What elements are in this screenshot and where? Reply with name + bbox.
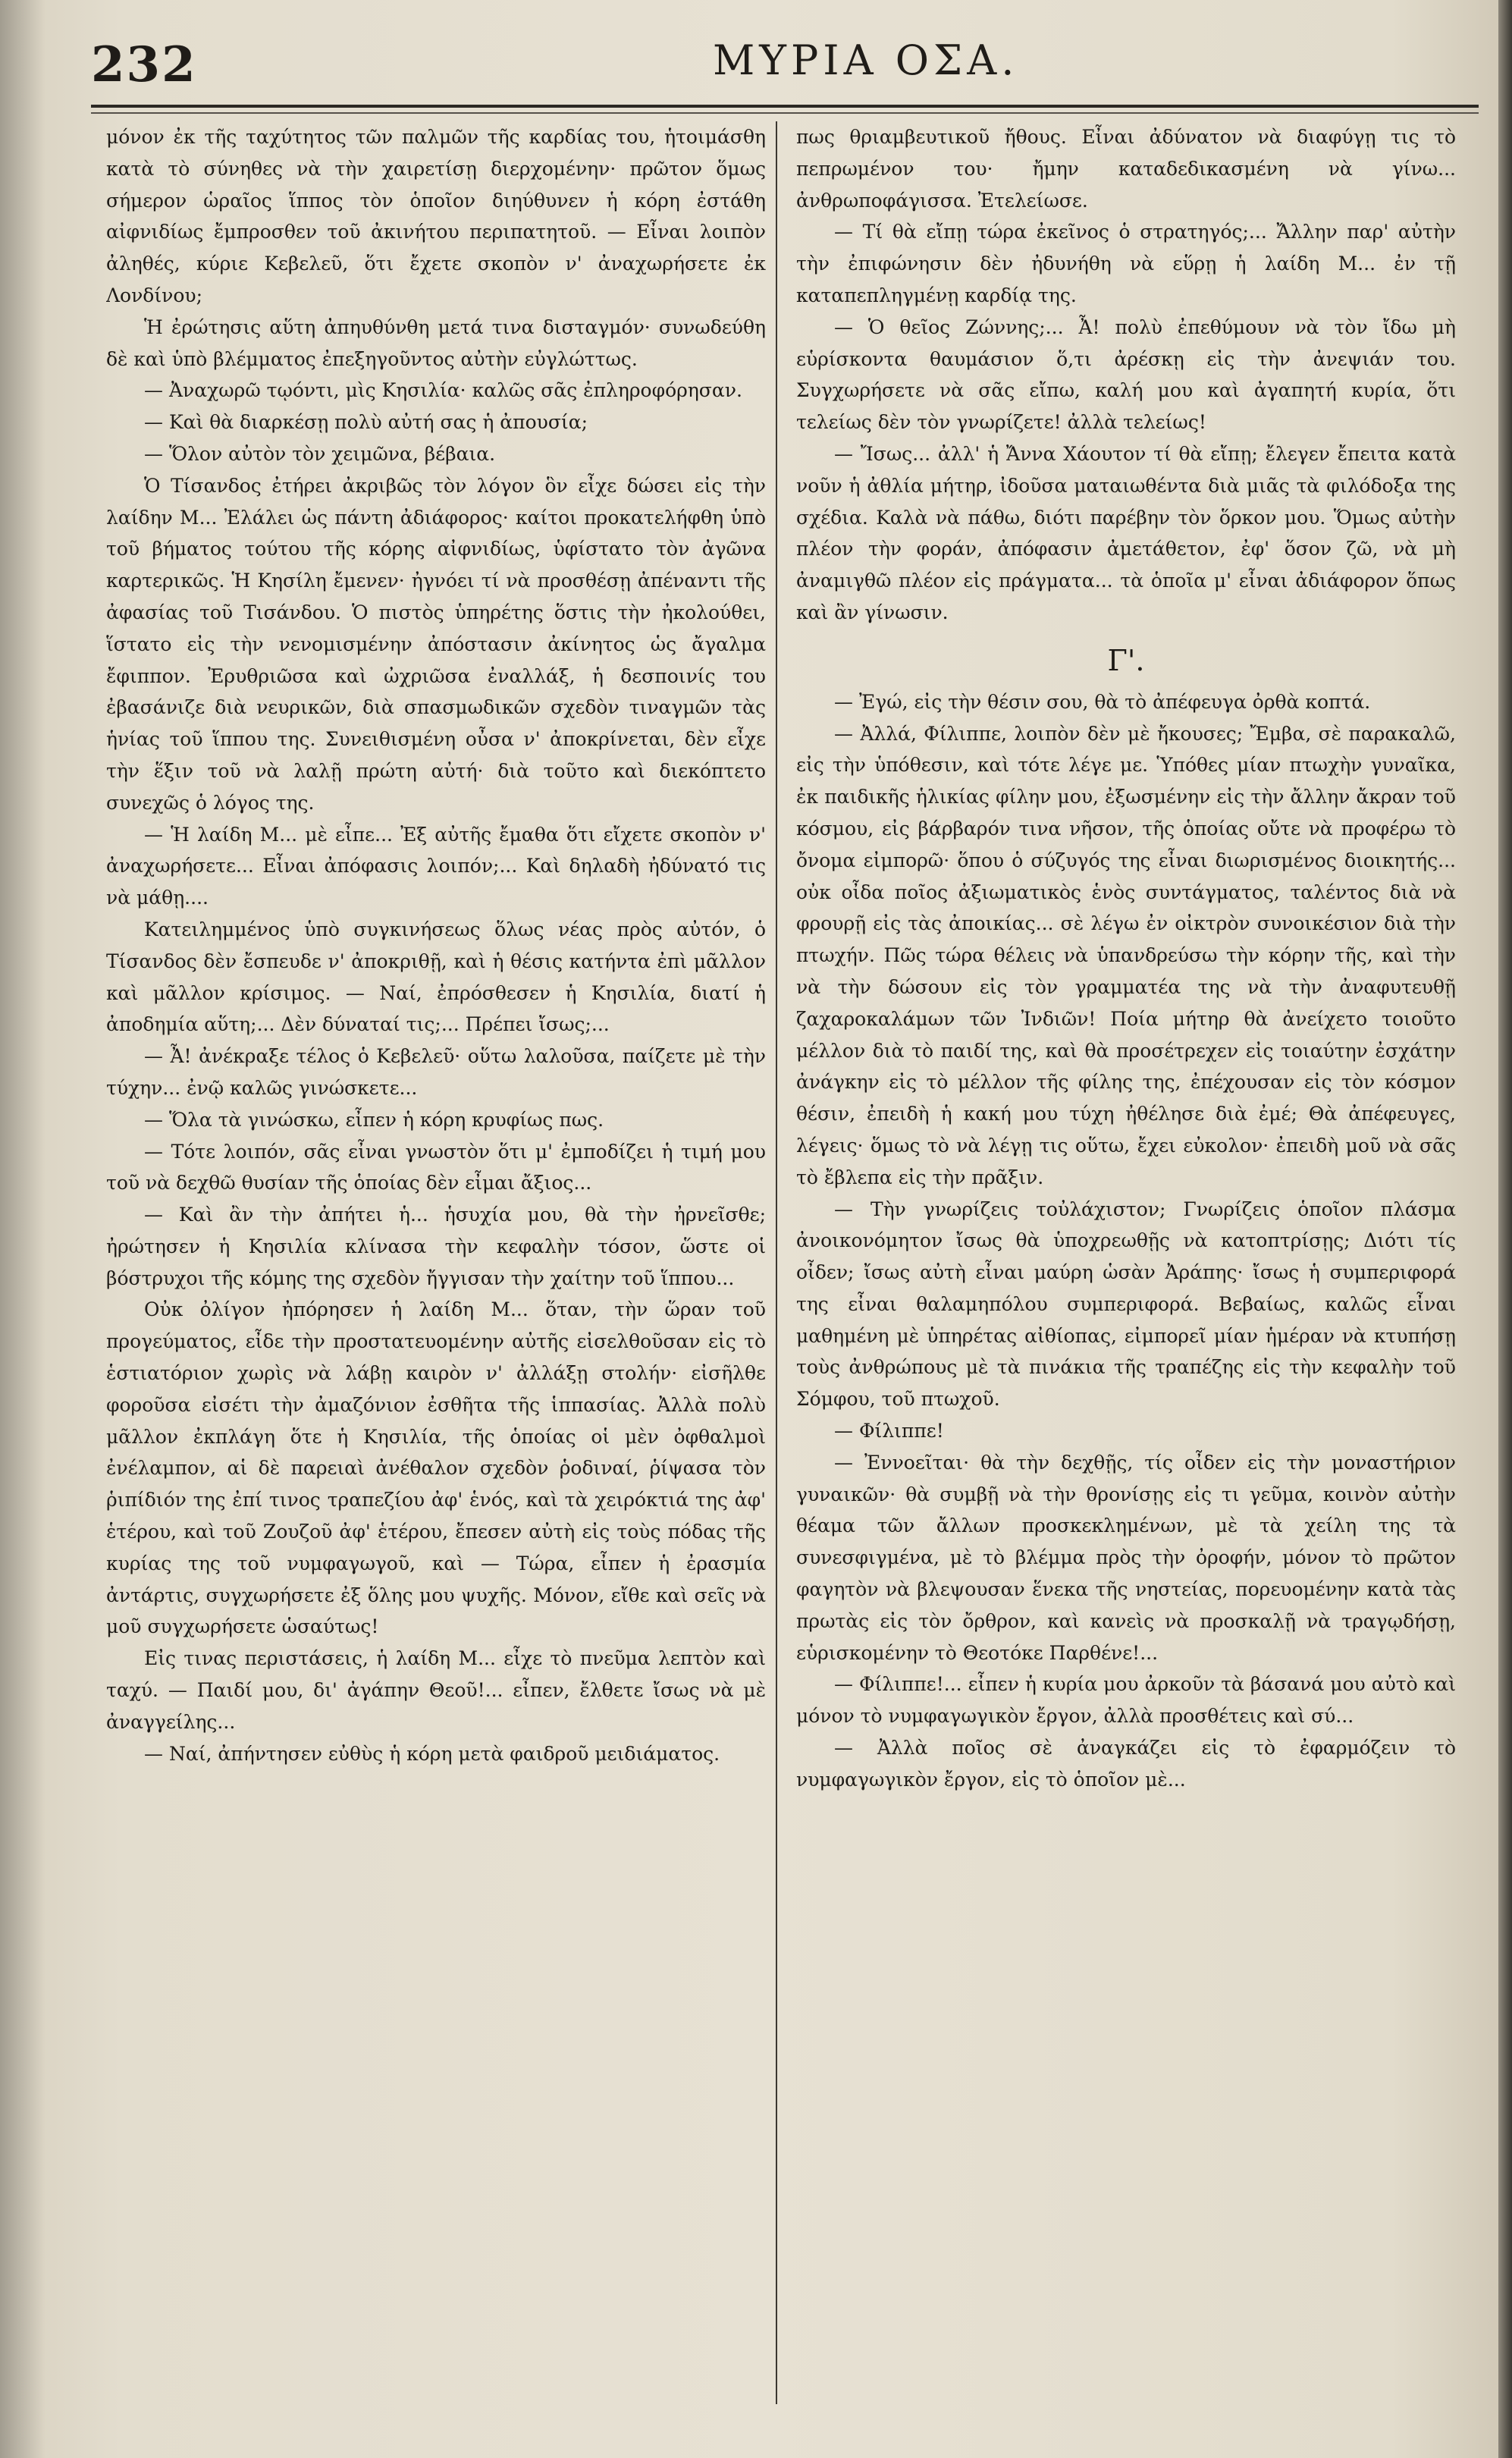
paragraph: — Τότε λοιπόν, σᾶς εἶναι γνωστὸν ὅτι μ' ἐμποδίζει ἡ τιμή μου τοῦ νὰ δεχθῶ θυσίαν τῆς ὁποίας δὲν εἶμαι ἄξιος...: [106, 1140, 766, 1194]
paragraph: — Ναί, ἀπήντησεν εὐθὺς ἡ κόρη μετὰ φαιδροῦ μειδιάματος.: [144, 1742, 720, 1765]
paragraph: — Ἀναχωρῶ τῳόντι, μὶς Κησιλία· καλῶς σᾶς ἐπληροφόρησαν.: [144, 379, 742, 402]
paragraph: Κατειλημμένος ὑπὸ συγκινήσεως ὅλως νέας πρὸς αὐτόν, ὁ Τίσανδος δὲν ἔσπευδε ν' ἀποκριθῇ, καὶ ἡ θέσις κατήντα ἐπὶ μᾶλλον καὶ μᾶλλον κρίσιμος. — Ναί, ἐπρόσθεσεν ἡ Κησιλία, διατί ἡ ἀποδημία αὕτη;... Δὲν δύναταί τις;... Πρέπει ἴσως;...: [106, 918, 766, 1036]
header-rule-thin: [91, 112, 1479, 114]
paragraph: — Φίλιππε!... εἶπεν ἡ κυρία μου ἀρκοῦν τὰ βάσανά μου αὐτὸ καὶ μόνον τὸ νυμφαγωγικὸν ἔργον, ἀλλὰ προσθέτεις καὶ σύ...: [796, 1673, 1456, 1728]
paragraph: — Καὶ θὰ διαρκέσῃ πολὺ αὐτή σας ἡ ἀπουσία;: [144, 411, 588, 434]
paragraph: Ὁ Τίσανδος ἐτήρει ἀκριβῶς τὸν λόγον ὃν εἶχε δώσει εἰς τὴν λαίδην Μ... Ἐλάλει ὡς πάντη ἀδιάφορος· καίτοι προκατελήφθη ὑπὸ τοῦ βήματος τούτου τῆς κόρης αἰφνιδίως, ὑφίστατο τὸν ἀγῶνα καρτερικῶς. Ἡ Κησίλη ἔμενεν· ἠγνόει τί νὰ προσθέσῃ ἀπέναντι τῆς ἀφασίας τοῦ Τισάνδου. Ὁ πιστὸς ὑπηρέτης ὅστις τὴν ἠκολούθει, ἵστατο εἰς τὴν νενομισμένην ἀπόστασιν ἀκίνητος ὡς ἄγαλμα ἔφιππον. Ἐρυθριῶσα καὶ ὠχριῶσα ἐναλλάξ, ἡ δεσποινίς του ἐβασάνιζε διὰ νευρικῶν, διὰ σπασμωδικῶν σχεδὸν τιναγμῶν τὰς ἡνίας τοῦ ἵππου της. Συνειθισμένη οὖσα ν' ἀποκρίνεται, δὲν εἶχε τὴν ἕξιν τοῦ νὰ λαλῇ πρώτη αὐτή· διὰ τοῦτο καὶ διεκόπτετο συνεχῶς ὁ λόγος της.: [106, 474, 766, 814]
page-header: [91, 30, 1471, 99]
paragraph: μόνον ἐκ τῆς ταχύτητος τῶν παλμῶν τῆς καρδίας του, ἡτοιμάσθη κατὰ τὸ σύνηθες νὰ τὴν χαιρετίσῃ διερχομένην· πρῶτον ὅμως σήμερον ὡραῖος ἵππος τὸν ὁποῖον διηύθυνεν ἡ κόρη ἐστάθη αἰφνιδίως ἔμπροσθεν τοῦ ἀκινήτου περιπατητοῦ. — Εἶναι λοιπὸν ἀληθές, κύριε Κεβελεῦ, ὅτι ἔχετε σκοπὸν ν' ἀναχωρήσετε ἐκ Λονδίνου;: [106, 126, 766, 306]
paragraph: — Καὶ ἂν τὴν ἀπήτει ἡ... ἡσυχία μου, θὰ τὴν ἠρνεῖσθε; ἠρώτησεν ἡ Κησιλία κλίνασα τὴν κεφαλὴν τόσον, ὥστε οἱ βόστρυχοι τῆς κόμης της σχεδὸν ἤγγισαν τὴν χαίτην τοῦ ἵππου...: [106, 1204, 766, 1289]
binding-shadow: [0, 0, 45, 2458]
paragraph: — Ὅλον αὐτὸν τὸν χειμῶνα, βέβαια.: [144, 442, 496, 465]
running-title: ΜΥΡΙΑ ΟΣΑ.: [713, 36, 1019, 84]
page-edge: [1498, 0, 1512, 2458]
paragraph: — Ὅλα τὰ γινώσκω, εἶπεν ἡ κόρη κρυφίως πως.: [144, 1108, 604, 1131]
paragraph: — Ἐγώ, εἰς τὴν θέσιν σου, θὰ τὸ ἀπέφευγα ὀρθὰ κοπτά.: [834, 690, 1371, 713]
left-column: [106, 121, 766, 2427]
paragraph: Οὐκ ὀλίγον ἠπόρησεν ἡ λαίδη Μ... ὅταν, τὴν ὥραν τοῦ προγεύματος, εἶδε τὴν προστατευομένην αὐτῆς εἰσελθοῦσαν εἰς τὸ ἑστιατόριον χωρὶς νὰ λάβῃ καιρὸν ν' ἀλλάξῃ στολήν· εἰσῆλθε φοροῦσα εἰσέτι τὴν ἀμαζόνιον ἐσθῆτα τῆς ἱππασίας. Ἀλλὰ πολὺ μᾶλλον ἐκπλάγη ὅτε ἡ Κησιλία, τῆς ὁποίας οἱ μὲν ὀφθαλμοὶ ἐνέλαμπον, αἱ δὲ παρειαὶ ἀνέθαλον σχεδὸν ῥοδιναί, ῥίψασα τὸν ῥιπίδιόν της ἐπί τινος τραπεζίου ἀφ' ἑνός, καὶ τὰ χειρόκτιά της ἀφ' ἑτέρου, καὶ τοῦ Ζουζοῦ ἀφ' ἑτέρου, ἔπεσεν αὐτὴ εἰς τοὺς πόδας τῆς κυρίας της τοῦ νυμφαγωγοῦ, καὶ — Τώρα, εἶπεν ἡ ἐρασμία ἀντάρτις, συγχωρήσετε ἐξ ὅλης μου ψυχῆς. Μόνον, εἴθε καὶ σεῖς νὰ μοῦ συγχωρήσετε ὡσαύτως!: [106, 1298, 766, 1638]
paragraph: — Τί θὰ εἴπῃ τώρα ἐκεῖνος ὁ στρατηγός;... Ἄλλην παρ' αὐτὴν τὴν ἐπιφώνησιν δὲν ἠδυνήθη νὰ εὕρῃ ἡ λαίδη Μ... ἐν τῇ καταπεπληγμένῃ καρδίᾳ της.: [796, 221, 1456, 306]
paragraph: — Ἐννοεῖται· θὰ τὴν δεχθῇς, τίς οἶδεν εἰς τὴν μοναστήριον γυναικῶν· θὰ συμβῇ νὰ τὴν θρονίσῃς εἰς τι γεῦμα, κοινὸν αὐτὴν θέαμα τῶν ἄλλων προσκεκλημένων, μὲ τὰ χείλη της τὰ συνεσφιγμένα, μὲ τὸ βλέμμα πρὸς τὴν ὀροφήν, μόνον τὸ πρῶτον φαγητὸν νὰ βλεψουσαν ἕνεκα τῆς νηστείας, πορευομένην κατὰ τὰς πρωτὰς εἰς τὸν ὄρθρον, καὶ κανεὶς νὰ προσκαλῇ νὰ τραγῳδήσῃ, εὑρισκομένην τὸ Θεοτόκε Παρθένε!...: [796, 1451, 1456, 1664]
paragraph: — Τὴν γνωρίζεις τοὐλάχιστον; Γνωρίζεις ὁποῖον πλάσμα ἀνοικονόμητον ἴσως θὰ ὑποχρεωθῇς νὰ κατοπτρίσῃς; Διότι τίς οἶδεν; ἴσως αὐτὴ εἶναι μαύρη ὡσὰν Ἀράπης· ἴσως ἡ συμπεριφορά της εἶναι θαλαμηπόλου συμπεριφορά. Βεβαίως, καλῶς εἶναι μαθημένη μὲ ὑπηρέτας αἰθίοπας, εἰμπορεῖ μίαν ἡμέραν νὰ κτυπήσῃ τοὺς ἀνθρώπους μὲ τὰ πινάκια τῆς τραπέζης εἰς τὴν κεφαλὴν τοῦ Σόμφου, τοῦ πτωχοῦ.: [796, 1198, 1456, 1411]
paragraph: Ἡ ἐρώτησις αὕτη ἀπηυθύνθη μετά τινα δισταγμόν· συνωδεύθη δὲ καὶ ὑπὸ βλέμματος ἐπεξηγοῦντος αὐτὴν εὐγλώττως.: [106, 315, 766, 370]
column-divider: [776, 121, 777, 2404]
paragraph: — Ἀλλά, Φίλιππε, λοιπὸν δὲν μὲ ἤκουσες; Ἔμβα, σὲ παρακαλῶ, εἰς τὴν ὑπόθεσιν, καὶ τότε λέγε με. Ὑπόθες μίαν πτωχὴν γυναῖκα, ἐκ παιδικῆς ἡλικίας φίλην μου, ἐξωσμένην εἰς τὴν ἄλλην ἄκραν τοῦ κόσμου, εἰς βάρβαρόν τινα νῆσον, τῆς ὁποίας οὔτε νὰ προφέρω τὸ ὄνομα εἰμπορῶ· ὅπου ὁ σύζυγός της εἶναι διωρισμένος διοικητής... οὐκ οἶδα ποῖος ἀξιωματικὸς ἑνὸς συντάγματος, ταλέντος διὰ νὰ φρουρῇ εἰς τὰς ἀποικίας... σὲ λέγω ἐν οἰκτρὸν συνοικέσιον διὰ τὴν πτωχήν. Πῶς τώρα θέλεις νὰ ὑπανδρεύσω τὴν κόρην τῆς, καὶ τὴν νὰ τὴν δώσουν εἰς τὸν γραμματέα της νὰ τὴν ἀναφυτευθῇ ζαχαροκαλάμων τῶν Ἰνδιῶν! Ποία μήτηρ θὰ ἀνείχετο τοιοῦτο μέλλον διὰ τὸ παιδί της, καὶ θὰ προσέτρεχεν εἰς τοιαύτην ἐσχάτην ἀνάγκην εἰς τὸ μέλλον τῆς φίλης της, ἐπέχουσαν εἰς τὸν κόσμον θέσιν, ἐπειδὴ ἡ κακή μου τύχη ἠθέλησε διὰ ἐμέ; Θὰ ἀπέφευγες, λέγεις· ὅμως τὸ νὰ λέγῃ τις οὕτω, ἔχει εὐκολον· ἐπειδὴ μοῦ νὰ σᾶς τὸ ἔβλεπα εἰς τὴν πρᾶξιν.: [796, 722, 1456, 1188]
paragraph: Εἰς τινας περιστάσεις, ἡ λαίδη Μ... εἶχε τὸ πνεῦμα λεπτὸν καὶ ταχύ. — Παιδί μου, δι' ἀγάπην Θεοῦ!... εἶπεν, ἔλθετε ἴσως νὰ μὲ ἀναγγείλης...: [106, 1647, 766, 1733]
paragraph: — Ἀλλὰ ποῖος σὲ ἀναγκάζει εἰς τὸ ἐφαρμόζειν τὸ νυμφαγωγικὸν ἔργον, εἰς τὸ ὁποῖον μὲ...: [796, 1737, 1456, 1791]
paragraph: — Φίλιππε!: [834, 1420, 944, 1442]
header-rule: [91, 105, 1479, 108]
paragraph: πως θριαμβευτικοῦ ἤθους. Εἶναι ἀδύνατον νὰ διαφύγῃ τις τὸ πεπρωμένον του· ἤμην καταδεδικασμένη νὰ γίνω... ἀνθρωποφάγισσα. Ἐτελείωσε.: [796, 126, 1456, 212]
page-number: 232: [91, 36, 197, 93]
right-column: [796, 121, 1456, 2427]
paragraph: — Ἡ λαίδη Μ... μὲ εἶπε... Ἐξ αὐτῆς ἔμαθα ὅτι εἴχετε σκοπὸν ν' ἀναχωρήσετε... Εἶναι ἀπόφασις λοιπόν;... Καὶ δηλαδὴ ἠδύνατό τις νὰ μάθῃ....: [106, 823, 766, 909]
section-heading: Γ'.: [1107, 643, 1145, 677]
paragraph: — Ἆ! ἀνέκραξε τέλος ὁ Κεβελεῦ· οὕτω λαλοῦσα, παίζετε μὲ τὴν τύχην... ἐνῷ καλῶς γινώσκετε...: [106, 1045, 766, 1099]
paragraph: — Ὁ θεῖος Ζώννης;... Ἆ! πολὺ ἐπεθύμουν νὰ τὸν ἴδω μὴ εὑρίσκοντα θαυμάσιον ὅ,τι ἀρέσκῃ εἰς τὴν ἀνεψιάν του. Συγχωρήσετε νὰ σᾶς εἴπω, καλή μου καὶ ἀγαπητή κυρία, ὅτι τελείως δὲν τὸν γνωρίζετε! ἀλλὰ τελείως!: [796, 315, 1456, 434]
paragraph: — Ἴσως... ἀλλ' ἡ Ἄννα Χάουτον τί θὰ εἴπῃ; ἔλεγεν ἔπειτα κατὰ νοῦν ἡ ἀθλία μήτηρ, ἰδοῦσα ματαιωθέντα διὰ μιᾶς τὰ φιλόδοξα της σχέδια. Καλὰ νὰ πάθω, διότι παρέβην τὸν ὅρκον μου. Ὅμως αὐτὴν πλέον τὴν φοράν, ἀπόφασιν ἀμετάθετον, ἐφ' ὅσον ζῶ, νὰ μὴ ἀναμιγθῶ πλέον εἰς πράγματα... τὰ ὁποῖα μ' εἶναι ἀδιάφορον ὅπως καὶ ἂν γίνωσιν.: [796, 442, 1456, 623]
